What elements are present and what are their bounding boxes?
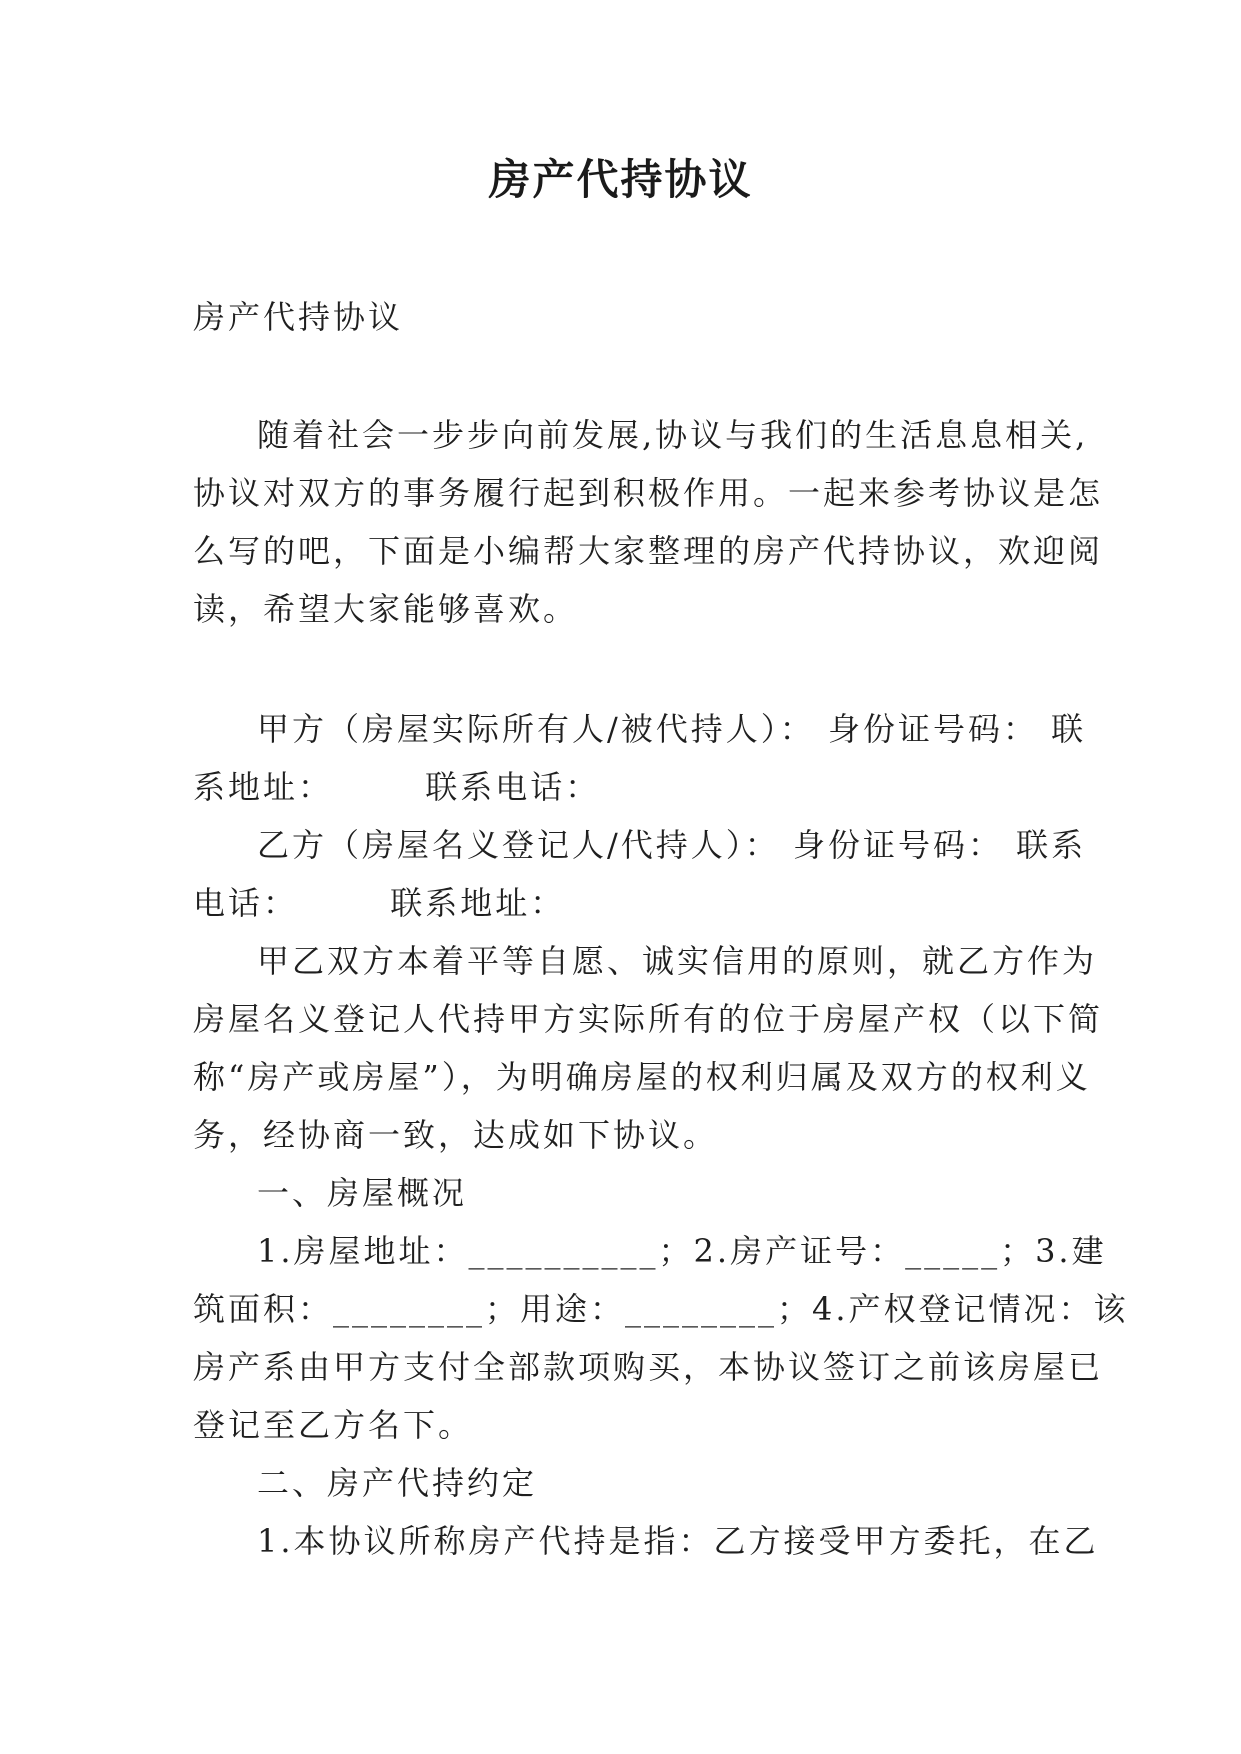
section-1-line: 登记至乙方名下。 (193, 1406, 474, 1444)
preamble-paragraph (193, 932, 1104, 1164)
intro-line: 么写的吧，下面是小编帮大家整理的房产代持协议，欢迎阅 (193, 532, 1104, 570)
preamble-line: 甲乙双方本着平等自愿、诚实信用的原则，就乙方作为 (257, 942, 1098, 980)
party-a-line: 系地址： 联系电话： (193, 768, 601, 806)
section-1-line: 1.房屋地址：__________；2.房产证号：_____；3.建 (257, 1232, 1107, 1270)
preamble-line: 房屋名义登记人代持甲方实际所有的位于房屋产权（以下简 (193, 1000, 1104, 1038)
section-2-paragraph (193, 1512, 1099, 1570)
intro-line: 协议对双方的事务履行起到积极作用。一起来参考协议是怎 (193, 474, 1104, 512)
document-subtitle: 房产代持协议 (193, 298, 404, 336)
section-1-heading: 一、房屋概况 (257, 1174, 468, 1212)
section-1-paragraph (193, 1222, 1129, 1454)
party-b-line: 乙方（房屋名义登记人/代持人）： 身份证号码： 联系 (257, 826, 1087, 864)
preamble-line: 称“房产或房屋”），为明确房屋的权利归属及双方的权利义 (193, 1058, 1091, 1096)
section-2-heading: 二、房产代持约定 (257, 1464, 538, 1502)
intro-paragraph (193, 406, 1104, 638)
section-2-line: 1.本协议所称房产代持是指：乙方接受甲方委托，在乙 (257, 1522, 1099, 1560)
section-1-line: 房产系由甲方支付全部款项购买，本协议签订之前该房屋已 (193, 1348, 1104, 1386)
document-title: 房产代持协议 (488, 155, 753, 204)
party-b-line: 电话： 联系地址： (193, 884, 566, 922)
preamble-line: 务，经协商一致，达成如下协议。 (193, 1116, 719, 1154)
party-a-line: 甲方（房屋实际所有人/被代持人）： 身份证号码： 联 (257, 710, 1087, 748)
section-1-line: 筑面积：________；用途：________；4.产权登记情况：该 (193, 1290, 1129, 1328)
intro-line: 读，希望大家能够喜欢。 (193, 590, 579, 628)
party-a-paragraph (193, 700, 1087, 816)
party-b-paragraph (193, 816, 1087, 932)
intro-line: 随着社会一步步向前发展,协议与我们的生活息息相关, (257, 416, 1089, 454)
